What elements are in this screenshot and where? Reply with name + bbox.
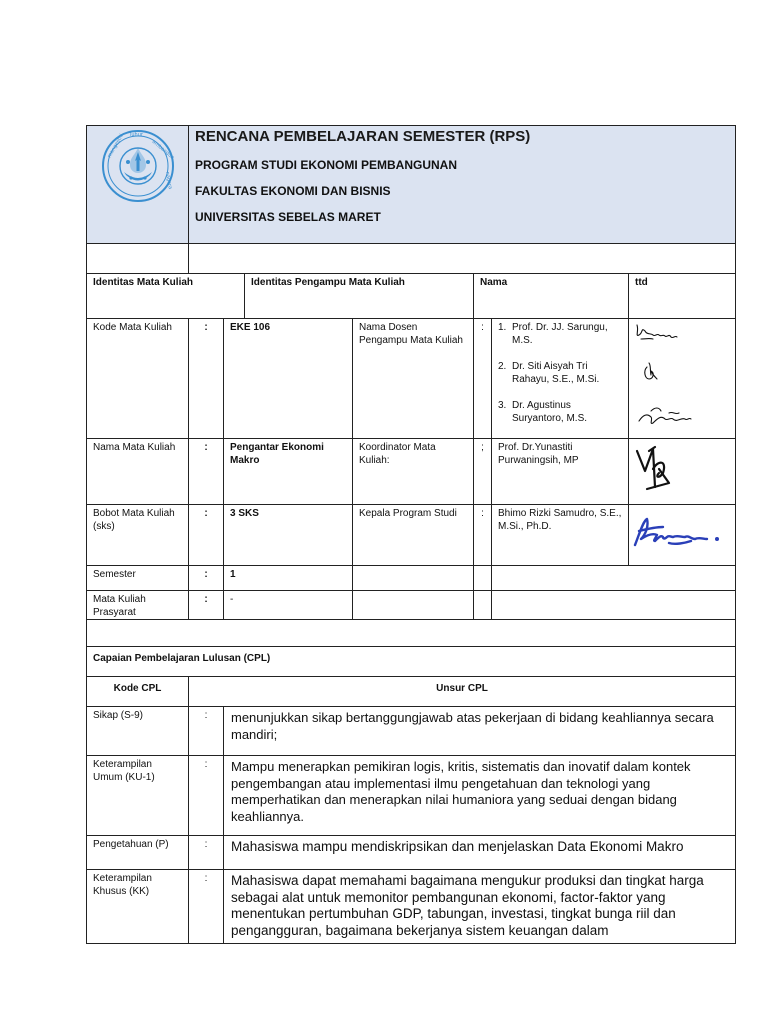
cpl-text: Mampu menerapkan pemikiran logis, kritis, sistematis dan inovatif dalam kontek pengembangan atau implementasi ilmu pengetahuan dan teknologi yang memperhatikan dan menerapkan nilai humaniora yang seduai dengan bidang keahliannya. [224, 756, 736, 836]
blank-cell [189, 244, 736, 274]
colon: : [189, 319, 224, 439]
logo-cell [87, 126, 189, 244]
cpl-text: menunjukkan sikap bertanggungjawab atas pekerjaan di bidang keahliannya secara mandiri; [224, 707, 736, 756]
kaprodi-name: Bhimo Rizki Samudro, S.E., M.Si., Ph.D. [492, 505, 629, 566]
university-name: UNIVERSITAS SEBELAS MARET [195, 210, 381, 224]
colon: : [189, 756, 224, 836]
colon: : [189, 707, 224, 756]
colon: : [189, 591, 224, 620]
signature-bhimo-icon [629, 505, 729, 561]
cpl-kode: Sikap (S-9) [87, 707, 189, 756]
cpl-header-kode: Kode CPL [87, 677, 189, 707]
colon: : [189, 870, 224, 944]
dosen-name: Prof. Dr. JJ. Sarungu, M.S. [512, 322, 608, 346]
header-identitas-mk: Identitas Mata Kuliah [87, 274, 245, 319]
cpl-header-unsur: Unsur CPL [189, 677, 736, 707]
dosen-name: Dr. Agustinus Suryantoro, M.S. [512, 400, 588, 424]
list-item [498, 321, 622, 347]
semester-label: Semester [87, 566, 189, 591]
svg-text:nagara: nagara [163, 171, 173, 190]
program-name: PROGRAM STUDI EKONOMI PEMBANGUNAN [195, 158, 458, 172]
semester-value: 1 [224, 566, 353, 591]
signature-sarungu-icon [629, 319, 729, 429]
signature-yunastiti-icon [629, 439, 729, 499]
list-number: 1. [498, 322, 507, 333]
koordinator-label: Koordinator Mata Kuliah: [353, 439, 474, 505]
bobot-value: 3 SKS [224, 505, 353, 566]
colon: : [474, 319, 492, 439]
university-logo-icon [100, 128, 176, 204]
koordinator-name: Prof. Dr.Yunastiti Purwaningsih, MP [492, 439, 629, 505]
list-item [498, 360, 622, 386]
svg-text:mangesthi: mangesthi [106, 133, 125, 159]
cpl-kode: Keterampilan Umum (KU-1) [87, 756, 189, 836]
kaprodi-label: Kepala Program Studi [353, 505, 474, 566]
prasyarat-label: Mata Kuliah Prasyarat [87, 591, 189, 620]
nama-mk-value: Pengantar Ekonomi Makro [224, 439, 353, 505]
cpl-kode: Pengetahuan (P) [87, 836, 189, 870]
dosen-list-cell [492, 319, 629, 439]
svg-text:ambangun: ambangun [150, 138, 175, 161]
dosen-list [498, 321, 622, 425]
list-item [498, 399, 622, 425]
cpl-text: Mahasiswa dapat memahami bagaimana mengukur produksi dan tingkat harga sebagai alat untuk memonitor pembangunan ekonomi, factor-faktor yang menentukan pertumbuhan GDP, tabungan, investasi, tingkat bunga riil dan pengangguran, bagaimana bekerjanya sistem keuangan dalam [224, 870, 736, 944]
nama-mk-label: Nama Mata Kuliah [87, 439, 189, 505]
kode-label: Kode Mata Kuliah [87, 319, 189, 439]
empty-cell [474, 591, 492, 620]
colon: : [189, 566, 224, 591]
signature-cell [629, 319, 736, 439]
colon: : [189, 836, 224, 870]
dosen-name: Dr. Siti Aisyah Tri Rahayu, S.E., M.Si. [512, 361, 600, 385]
cpl-section-title: Capaian Pembelajaran Lulusan (CPL) [87, 647, 736, 677]
svg-text:luhur: luhur [129, 132, 143, 138]
header-ttd: ttd [629, 274, 736, 319]
cpl-kode: Keterampilan Khusus (KK) [87, 870, 189, 944]
list-number: 3. [498, 400, 507, 411]
document-title: RENCANA PEMBELAJARAN SEMESTER (RPS) [195, 128, 531, 145]
empty-cell [492, 591, 736, 620]
blank-cell [87, 620, 736, 647]
colon: : [474, 505, 492, 566]
header-nama: Nama [474, 274, 629, 319]
header-identitas-pengampu: Identitas Pengampu Mata Kuliah [245, 274, 474, 319]
prasyarat-value: - [224, 591, 353, 620]
signature-cell [629, 505, 736, 566]
blank-cell [87, 244, 189, 274]
empty-cell [353, 591, 474, 620]
empty-cell [474, 566, 492, 591]
list-number: 2. [498, 361, 507, 372]
colon: ; [474, 439, 492, 505]
colon: : [189, 439, 224, 505]
signature-cell [629, 439, 736, 505]
colon: : [189, 505, 224, 566]
empty-cell [492, 566, 736, 591]
empty-cell [353, 566, 474, 591]
bobot-label: Bobot Mata Kuliah (sks) [87, 505, 189, 566]
dosen-label: Nama Dosen Pengampu Mata Kuliah [353, 319, 474, 439]
cpl-text: Mahasiswa mampu mendiskripsikan dan menjelaskan Data Ekonomi Makro [224, 836, 736, 870]
rps-table [86, 125, 736, 944]
title-cell [189, 126, 736, 244]
faculty-name: FAKULTAS EKONOMI DAN BISNIS [195, 184, 391, 198]
kode-value: EKE 106 [224, 319, 353, 439]
